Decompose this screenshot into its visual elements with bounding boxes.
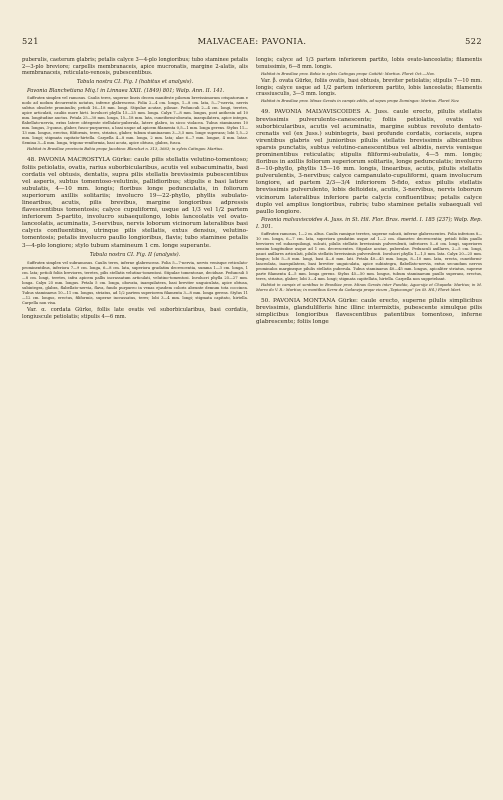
species-description: Suffrutex ramosus, 1—2 m. altus. Caulis ramique teretes, superne sulcati, inferne glabrescentes. Folia inferiora 8—10 cm. longa, 6—7 cm. lata, superiora gradatim usque ad 1—2 cm. diametro decrescentia; petioli foliis paullo breviores vel subaequilongi, sulcati, pilulis stellatis brevissimis pulverulenti, inferiores 5—6 cm. longi, superiores sensim longitudine usque ad 1 cm. decrescentes. Stipulae acutae, puberulae. Pedunculi axillares, 2—5 cm. longi, pauci axillares articulati, pilulis stellatis brevissimis pulverulenti. Involucri phylla 1—1,5 mm. lata. Calyx 20—25 mm. longus; lobi 5—8 mm. longi, basi 4—6 mm. lati. Petala 40—45 mm. longa, 8—10 mm. lata, erecta, cuneiformi-lanceolata, inaequilatera, basi breviter unguiculata, apice subintegra, flabellato-nervia, extus secundum nervos prominulos margineque pilulis stellatis puberula. Tubus staminaeus 40—45 mm. longus, apicaliter striatus, superne parte filamenta 4—5 mm. longa gerens. Stylus 45—50 mm. longus, tubum staminaeum paullo superans, erectus, teres, striatus, glaber; lobi 3—4 mm. longi; stigmata capitellata, hirtella. Carpella non suppetebant. — [256, 232, 482, 281]
species-diagnosis: 49. PAVONIA MALVAVISCOIDES A. Juss. caule erecto, pilulis stellatis brevissimis pulverulento-canescente; foliis petiolatis, ovatis vel suborbicularibus, acutis vel acuminatis, margine subtus revoluto dentato-crenatis vel (ex Juss.) subintegris, basi profunde cordatis, coriaceis, supra virentibus glabris vel junioribus pilulis stellatis brevissimis albicantibus sparsis punctatis, subtus velutino-canescentibus vel albidis, nervis venisque prominentibus reticulatis; stipulis filiformi-subulatis, 4—5 mm. longis; floribus in axillis foliorum superiorum solitariis, longe pedunculatis; involucro 8—10-phyllo, phyllis 15—16 mm. longis, linearibus, acutis, pilulis stellatis pulverulentis, 3-nervibus; calyce campanulato-cupuliformi, quam involucrum longiore, ad partem 2/3—3/4 inferiorem 5-fido, extus pilulis stellatis brevissimis pulverulento, lobis deltoideis, acutis, 3-nervibus, nervis loborum vicinorum lateralibus inferiore parte calycis confluentibus; petalis calyce duplo vel amplius longioribus, rubris; tubo staminee petalis subaequali vel paullo longiore. — [256, 109, 482, 215]
page-number-right: 522 — [465, 36, 482, 46]
habitat-note: Habitat in Brasiliae provincia Bahia prope Jacobina: Blanchet n. 313, 3663; in sylvis Catingas: Martius. — [27, 147, 224, 152]
running-title: MALVACEAE: PAVONIA. — [197, 36, 307, 46]
left-column — [22, 57, 248, 322]
species-diagnosis: 50. PAVONIA MONTANA Gürke: caule erecto, superne pilulis simplicibus brevissimis, glandulilferis hinc illinc intermixtis, pubescente simulque pilis simplicibus longioribus flavescentibus patentibus tomentoso, inferne glabrescente; foliis longe — [256, 298, 482, 326]
species-description: Suffrutex simplex vel ramosus. Caulis teres, superne lineis decem manifeste pilorum brevissimorum crispatorum e nodo ad nodum decurrentis notatus, inferne glabrescens. Folia 2—4 cm. longa, 1—8 cm. lata, 5—7-nervia, nervis subtus obsolete prominulis; petioli 16—18 mm. longi. Stipulae acutae, pilosae. Pedunculi 2—4 cm. longi, teretes, apice articulati, cauliis more hirti. Involucri phylla 15—25 mm. longa. Calyx 7—8 mm. longus, post anthesin ad 10 mm. longitudine auctus. Petala 25—30 mm. longa, 15—18 mm. lata, cuneiformi-obovata, inaequilatera, apice integra, flabellato-nervia, extus latere obtegente stellulato-puberula, latere glabro, in sicco violacea. Tubus staminaeus 10 mm. longus, 3-gonus, glaber, fusco-purpureus, a basi usque ad apicem filamenta 0,5—1 mm. longa gerens. Stylus 11—13 mm. longus, erectus, filiformis, teres, striatus, glaber, tubum staminaeum 3—3,5 mm. longe superans; lobi 1,5—2 mm. longi; stigmata capitato-hirtella. Carpella 4—8 mm. longa, 2 mm. lata; alae 6—7 mm. longae, 4 mm. latae. Semina 3—4 mm. longa, trigono-reniformia, basi acuta, apice obtuso, glabra, fusca. — [22, 96, 248, 145]
right-column — [256, 57, 482, 328]
paragraph: longis; calyce ad 1/3 partem inferiorem partito, lobis ovato-lanceolatis; filamentis tenuissimis, 6—8 mm. longis. — [256, 57, 482, 70]
figure-reference: Tabula nostra CI. Fig. II (analysis). — [89, 251, 181, 258]
habitat-note: Habitat in campis et sentibus in Brasiliae prov. Minas Geraës inter Fundão, Agoa-sija et Chapada: Martius; in M. Morro do V. R.: Martius; in montibus Serra da Cadaneja prope vicum „Tapiocanga” (ex St. Hil.) Floret Mart. — [256, 283, 482, 293]
page-number-left: 521 — [22, 36, 39, 46]
page-header — [22, 36, 482, 50]
species-diagnosis: 48. PAVONIA MACROSTYLA Gürke: caule pilis stellatis velutino-tomentoso; foliis petiolatis, ovatis, rarius suborbicularibus, acutis vel subacuminatis, basi cordatis vel obtusis, dentatis, supra pilis stellatis brevissimis pubescentibus vel asperis, subtus tomentoso-velutinis, pallidioribus; stipulis e basi latiore subulatis, 4—10 mm. longis; floribus longe pedunculatis, in foliorum superiorum axillis solitariis; involucro 19—22-phyllo, phyllis subulato-linearibus, acutis, pilis brevibus, margine longioribus adpressis flavescentibus tomentosis; calyce cupuliformi, usque ad 1/3 vel 1/2 partem inferiorem 5-partito, involucro subaequilongo, lobis lanceolatis vel ovato-lanceolatis, acuminatis, 3-nervibus, nervis loborum vicinorum lateralibus basi calycis confluentibus, utrinque pilis stellatis, extus densius, velutino-tomentosis; petalis involucro paullo longioribus, flavis; tubo staminee petalis 3—4-plo longiore; stylo tubum stamineum 1 cm. longe superante. — [22, 157, 248, 249]
paragraph: puberulis, caeterum glabris; petalis calyce 3—4-plo longioribus; tubo staminee petalis 2—3-plo breviore; carpellis membranaceis, apice mucronatis, margine 2-alatis, alis membranaceis, reticulato-venosis, pubescentibus. — [22, 57, 248, 77]
habitat-note: Habitat in Brasiliae prov. Bahia in sylvis Catingas prope Caitété: Martius. Floret Oct.—Nov. — [261, 71, 435, 76]
variety-diagnosis: Var. α. cordata Gürke, follis late ovatis vel suborbicularibus, basi cordatis, longiuscule petiolatis; stipulis 4—6 mm. — [22, 307, 248, 320]
species-description: Suffrutex simplex vel subramosus. Caulis teres, inferne glabrescens. Folia 5—7-nervia, nervis venisque reticulato-prominentibus, inferiora 7—9 cm. longa, 6—8 cm. lata, superiora gradatim decrescentia, summa 1—3 cm. longa, 1 cm. lata; petioli foliis breviores, teretes, pilis stellatis velutino-tomentosi. Stipulae tomentosae, deciduae. Pedunculi 5—8 cm. longi, teretes, infra apicem pallis incrassatum articulati, velutino-tomentosi. Involucri phylla 25—27 mm. longa. Calyx 25 mm. longus. Petala 5 cm. longa, obovata, inaequilatera, basi breviter unguiculata, apice obtusa, subintegra, glabra, flabellato-nervia, flava, fundo purpureo in venas ejusdem coloris abeunte demum tota coccinea. Tubus staminaeus 10—11 cm. longus, striatus, ad 1/2 partem superiorem filamenta 3—8 mm. longa gerens. Stylus 11—12 cm. longus, erectus, filiformis, superne incrassatus, teres; lobi 3—4 mm. longi; stigmata capitato, hirtella. Carpella non visa. — [22, 261, 248, 305]
habitat-note: Habitat in Brasiliae prov. Minas Geraës in campis editis, ad sepes prope Domingos: Martius. Floret Nov. — [261, 99, 460, 104]
variety-diagnosis: Var. β. ovata Gürke, foliis ovatis, basi obtusis, breviter petiolatis; stipulis 7—10 mm. longis; calyce usque ad 1/2 partem inferiorem partito, lobis lanceolatis; filamentis crassiusculis, 3—5 mm. longis. — [256, 78, 482, 98]
synonym-citation: Pavonia malvaviscoides A. Juss. in St. Hil. Flor. Bras. merid. I. 185 (237); Walp. Rep. I. 301. — [256, 217, 482, 230]
synonym-citation: Pavonia Blanchetiana Miq.! in Linnaea XXII. (1849) 801; Walp. Ann. II. 141. — [27, 88, 225, 95]
figure-reference: Tabula nostra CI. Fig. I (habitus et analysis). — [76, 78, 194, 85]
